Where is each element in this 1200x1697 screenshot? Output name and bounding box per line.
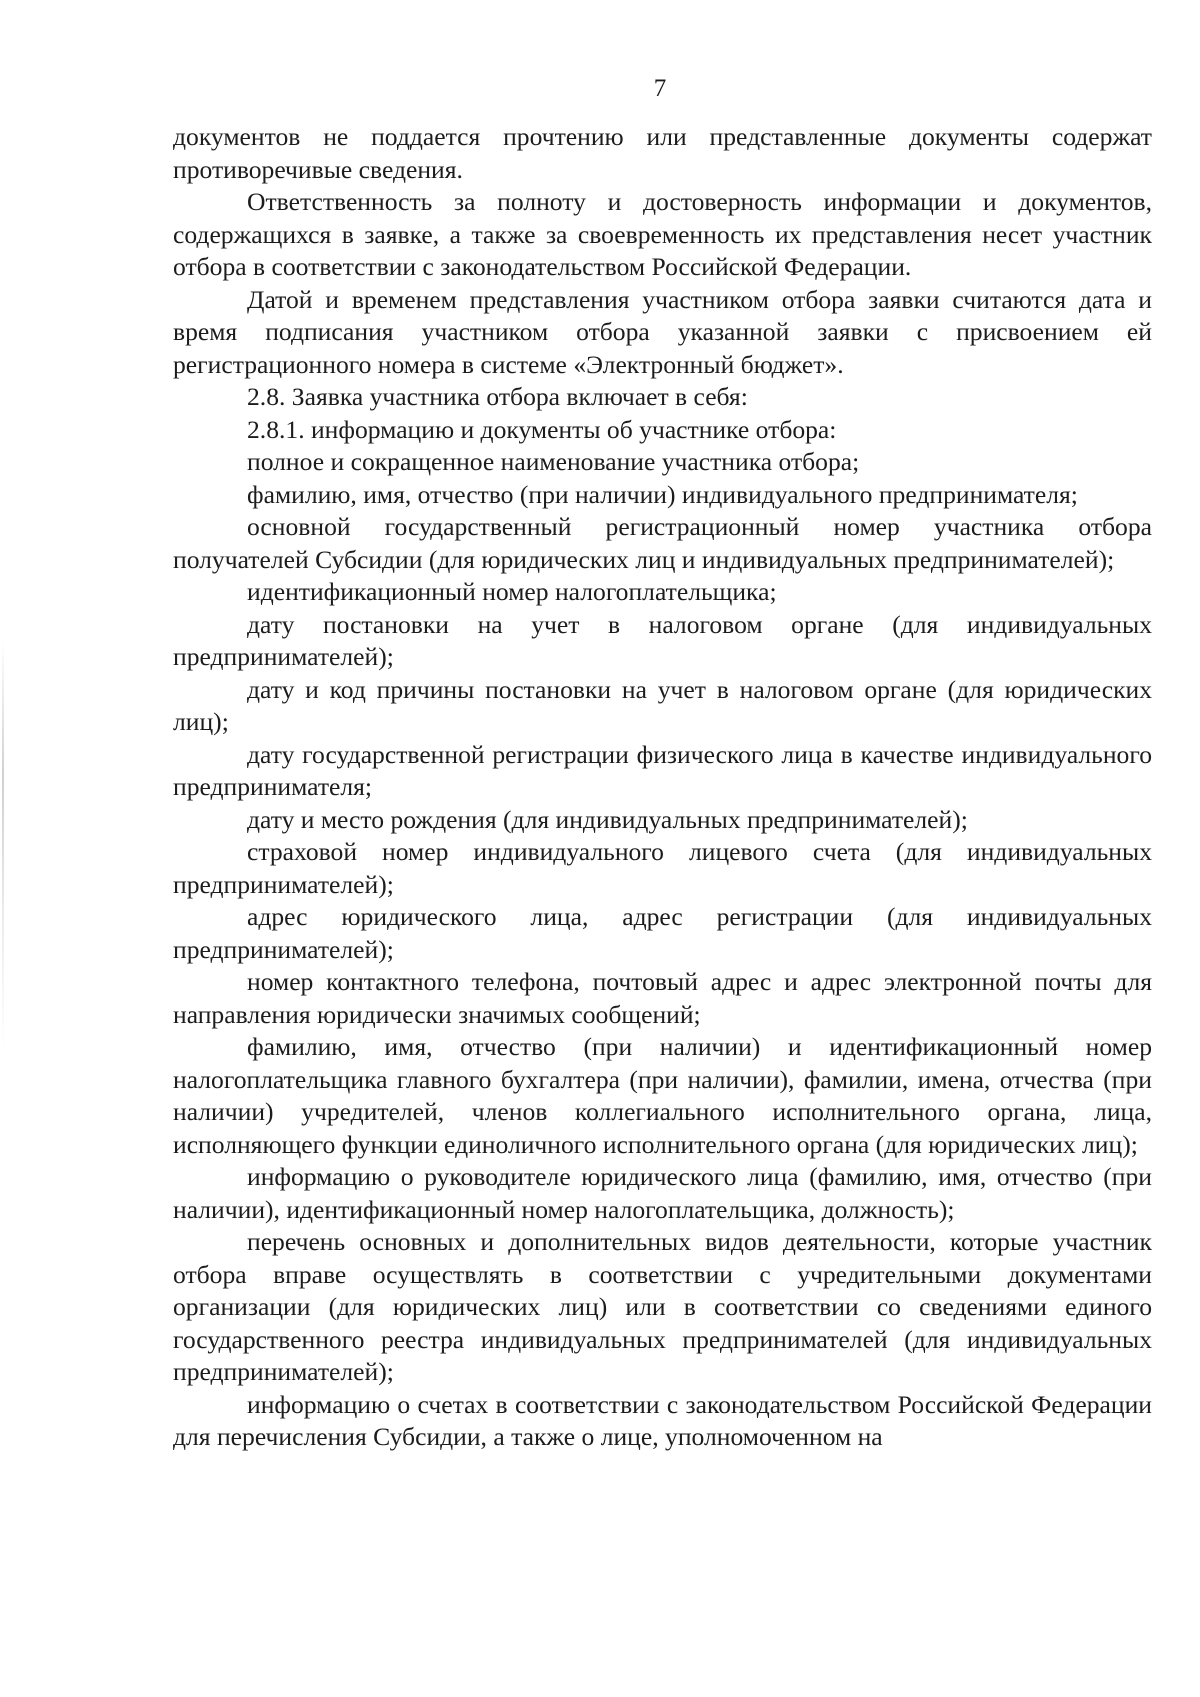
list-item: фамилию, имя, отчество (при наличии) индивидуального предпринимателя;	[247, 479, 1078, 509]
paragraph: Датой и временем представления участником отбора заявки считаются дата и время подписания участником отбора указанной заявки с присвоением ей регистрационного номера в системе «Электронный бюджет».	[173, 284, 1152, 379]
list-item: дату государственной регистрации физического лица в качестве индивидуального предпринимателя;	[173, 739, 1152, 801]
list-item: информацию о руководителе юридического лица (фамилию, имя, отчество (при наличии), идентификационный номер налогоплательщика, должность);	[173, 1162, 1152, 1224]
list-item: страховой номер индивидуального лицевого счета (для индивидуальных предпринимателей);	[173, 837, 1152, 899]
scan-edge-shadow	[2, 640, 4, 1050]
paragraph: Ответственность за полноту и достоверность информации и документов, содержащихся в заявке, а также за своевременность их представления несет участник отбора в соответствии с законодательством Российской Федерации.	[173, 187, 1152, 281]
page-number: 7	[653, 75, 667, 102]
list-item: идентификационный номер налогоплательщика;	[247, 577, 777, 606]
section-heading: 2.8. Заявка участника отбора включает в себя:	[247, 382, 748, 411]
list-item: основной государственный регистрационный номер участника отбора получателей Субсидии (для юридических лиц и индивидуальных предпринимателей);	[173, 512, 1152, 574]
list-item: полное и сокращенное наименование участника отбора;	[247, 447, 860, 476]
list-item: адрес юридического лица, адрес регистрации (для индивидуальных предпринимателей);	[173, 902, 1152, 964]
list-item: номер контактного телефона, почтовый адрес и адрес электронной почты для направления юридически значимых сообщений;	[173, 967, 1152, 1029]
list-item: перечень основных и дополнительных видов деятельности, которые участник отбора вправе осуществлять в соответствии с учредительными документами организации (для юридических лиц) или в соответствии со сведениями единого государственного реестра индивидуальных предпринимателей (для индивидуальных предпринимателей);	[173, 1227, 1152, 1386]
subsection-heading: 2.8.1. информацию и документы об участнике отбора:	[247, 414, 837, 444]
list-item: фамилию, имя, отчество (при наличии) и идентификационный номер налогоплательщика главного бухгалтера (при наличии), фамилии, имена, отчества (при наличии) учредителей, членов коллегиального исполнительного органа, лица, исполняющего функции единоличного исполнительного органа (для юридических лиц);	[173, 1032, 1152, 1159]
list-item: дату постановки на учет в налоговом органе (для индивидуальных предпринимателей);	[173, 609, 1152, 671]
paragraph: документов не поддается прочтению или представленные документы содержат противоречивые сведения.	[173, 122, 1152, 184]
list-item: информацию о счетах в соответствии с законодательством Российской Федерации для перечисления Субсидии, а также о лице, уполномоченном на	[173, 1389, 1152, 1451]
list-item: дату и место рождения (для индивидуальных предпринимателей);	[247, 804, 968, 834]
document-body	[173, 121, 1152, 1454]
list-item: дату и код причины постановки на учет в налоговом органе (для юридических лиц);	[173, 674, 1152, 736]
